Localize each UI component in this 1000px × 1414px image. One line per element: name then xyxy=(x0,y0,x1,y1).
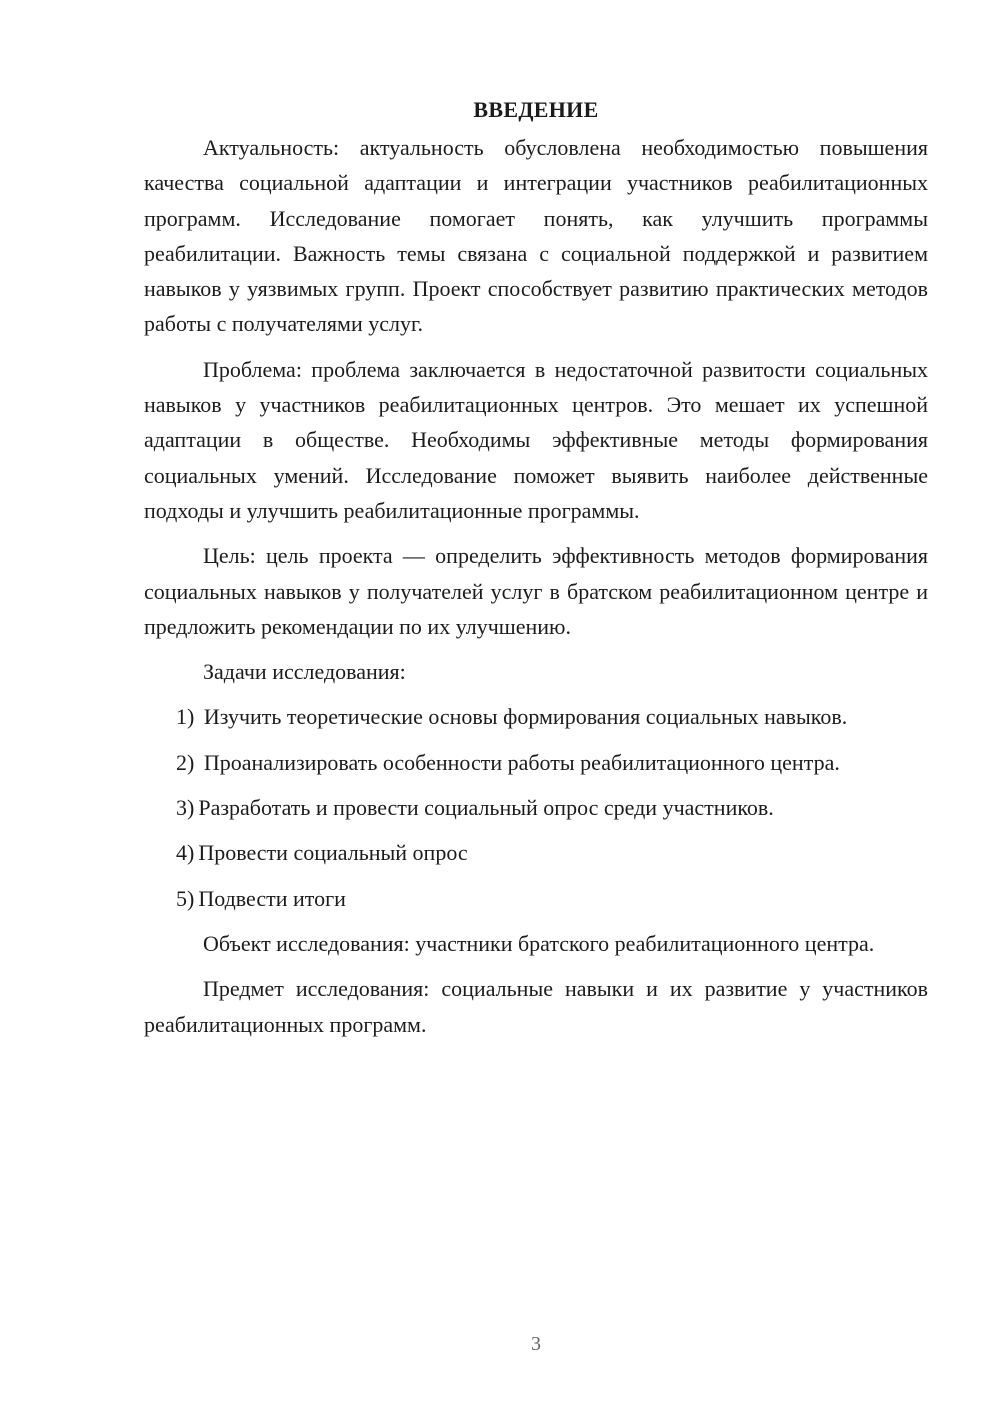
paragraph-relevance: Актуальность: актуальность обусловлена необходимостью повышения качества социальной адаптации и интеграции участников реабилитационных программ. Исследование помогает понять, как улучшить программы реабилитации. Важность темы связана с социальной поддержкой и развитием навыков у уязвимых групп. Проект способствует развитию практических методов работы с получателями услуг. xyxy=(144,135,928,337)
task-item xyxy=(144,790,928,825)
task-text: Разработать и провести социальный опрос среди участников. xyxy=(198,795,774,821)
task-item xyxy=(144,835,928,870)
task-text: Подвести итоги xyxy=(198,885,346,911)
paragraph-problem: Проблема: проблема заключается в недостаточной развитости социальных навыков у участников реабилитационных центров. Это мешает их успешной адаптации в обществе. Необходимы эффективные методы формирования социальных умений. Исследование поможет выявить наиболее действенные подходы и улучшить реабилитационные программы. xyxy=(144,356,928,523)
task-item xyxy=(144,745,928,780)
task-number: 5) xyxy=(176,885,195,911)
paragraph-goal: Цель: цель проекта — определить эффективность методов формирования социальных навыков у получателей услуг в братском реабилитационном центре и предложить рекомендации по их улучшению. xyxy=(144,543,928,639)
task-number: 3) xyxy=(176,795,195,821)
paragraph-object: Объект исследования: участники братского реабилитационного центра. xyxy=(203,930,875,956)
task-text: Проанализировать особенности работы реабилитационного центра. xyxy=(203,749,840,775)
task-item xyxy=(144,699,928,734)
task-number: 1) xyxy=(176,704,195,730)
page-title: ВВЕДЕНИЕ xyxy=(473,97,599,122)
page-number: 3 xyxy=(531,1333,541,1355)
paragraph-subject: Предмет исследования: социальные навыки и их развитие у участников реабилитационных программ. xyxy=(144,976,928,1037)
task-number: 2) xyxy=(176,749,195,775)
task-text: Провести социальный опрос xyxy=(198,840,468,866)
task-item xyxy=(144,881,928,916)
task-text: Изучить теоретические основы формирования социальных навыков. xyxy=(203,704,848,730)
tasks-heading: Задачи исследования: xyxy=(203,659,406,685)
document-page xyxy=(144,92,928,1052)
task-number: 4) xyxy=(176,840,195,866)
